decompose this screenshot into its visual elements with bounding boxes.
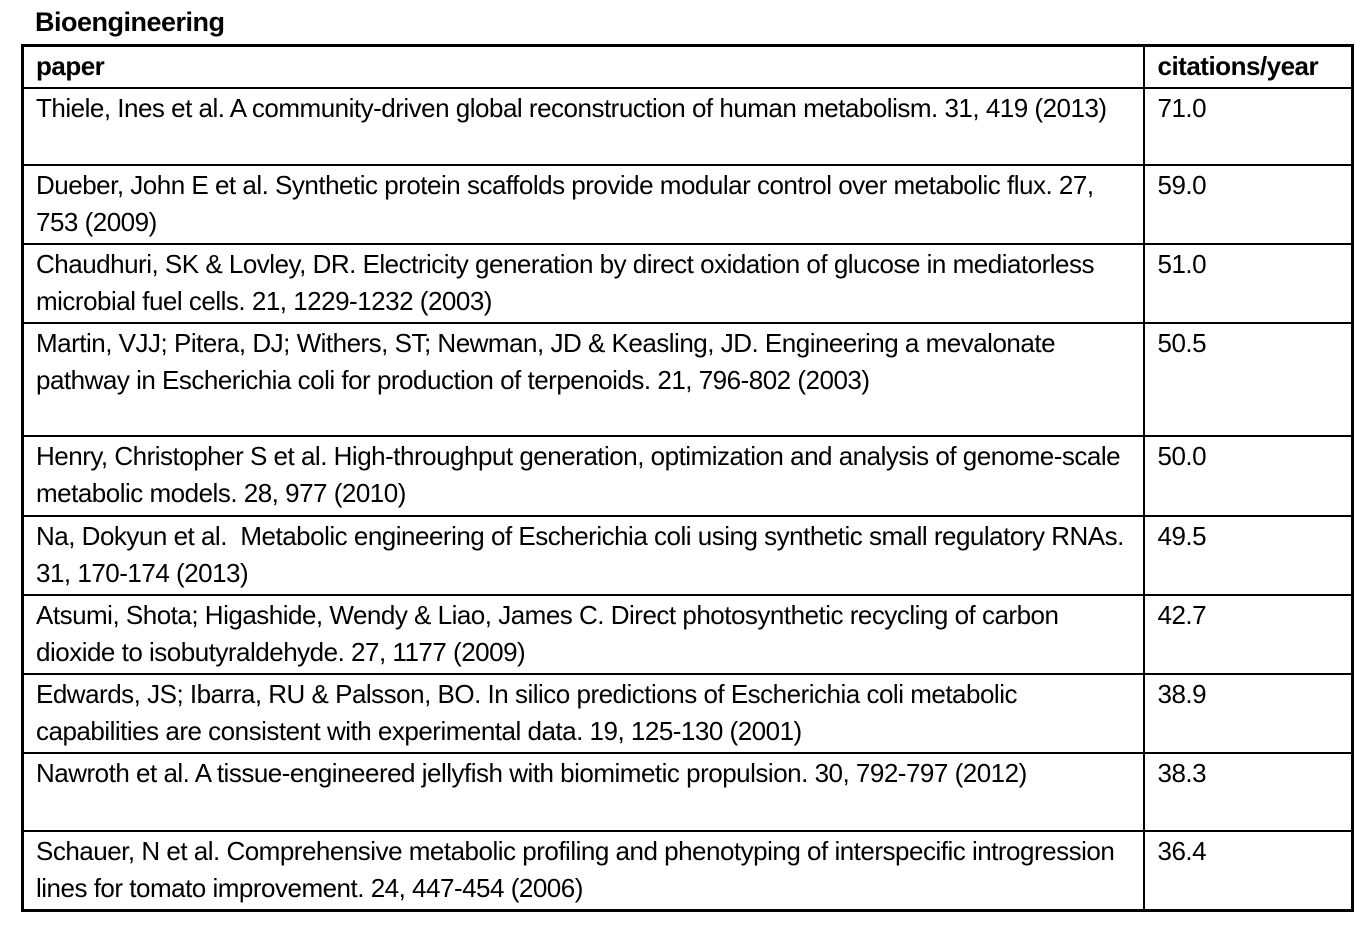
papers-table (21, 44, 1354, 912)
citations-per-year-cell: 50.5 (1144, 323, 1353, 436)
paper-cell: Henry, Christopher S et al. High-throughput generation, optimization and analysis of genome-scale metabolic models. 28, 977 (2010) (23, 436, 1144, 516)
table-row (23, 436, 1353, 516)
column-header-citations-per-year: citations/year (1144, 46, 1353, 89)
citations-per-year-cell: 42.7 (1144, 595, 1353, 674)
paper-cell: Martin, VJJ; Pitera, DJ; Withers, ST; Newman, JD & Keasling, JD. Engineering a mevalonate pathway in Escherichia coli for production of terpenoids. 21, 796-802 (2003) (23, 323, 1144, 436)
paper-cell: Nawroth et al. A tissue-engineered jellyfish with biomimetic propulsion. 30, 792-797 (2012) (23, 753, 1144, 831)
paper-cell: Atsumi, Shota; Higashide, Wendy & Liao, James C. Direct photosynthetic recycling of carbon dioxide to isobutyraldehyde. 27, 1177 (2009) (23, 595, 1144, 674)
table-header-row (23, 46, 1353, 89)
table-row (23, 244, 1353, 323)
section-title: Bioengineering (35, 7, 225, 37)
citations-per-year-cell: 38.3 (1144, 753, 1353, 831)
table-row (23, 595, 1353, 674)
table-row (23, 88, 1353, 165)
table-row (23, 516, 1353, 595)
citations-per-year-cell: 36.4 (1144, 831, 1353, 911)
citations-per-year-cell: 71.0 (1144, 88, 1353, 165)
citations-per-year-cell: 51.0 (1144, 244, 1353, 323)
paper-cell: Thiele, Ines et al. A community-driven global reconstruction of human metabolism. 31, 419 (2013) (23, 88, 1144, 165)
citations-per-year-cell: 38.9 (1144, 674, 1353, 753)
paper-cell: Na, Dokyun et al. Metabolic engineering of Escherichia coli using synthetic small regulatory RNAs. 31, 170-174 (2013) (23, 516, 1144, 595)
paper-cell: Schauer, N et al. Comprehensive metabolic profiling and phenotyping of interspecific introgression lines for tomato improvement. 24, 447-454 (2006) (23, 831, 1144, 911)
paper-cell: Chaudhuri, SK & Lovley, DR. Electricity generation by direct oxidation of glucose in mediatorless microbial fuel cells. 21, 1229-1232 (2003) (23, 244, 1144, 323)
table-row (23, 323, 1353, 436)
table-row (23, 674, 1353, 753)
table-row (23, 753, 1353, 831)
table-row (23, 831, 1353, 911)
citations-per-year-cell: 59.0 (1144, 165, 1353, 244)
paper-cell: Dueber, John E et al. Synthetic protein scaffolds provide modular control over metabolic flux. 27, 753 (2009) (23, 165, 1144, 244)
column-header-paper: paper (23, 46, 1144, 89)
table-body (23, 88, 1353, 911)
citations-per-year-cell: 49.5 (1144, 516, 1353, 595)
citations-per-year-cell: 50.0 (1144, 436, 1353, 516)
paper-cell: Edwards, JS; Ibarra, RU & Palsson, BO. In silico predictions of Escherichia coli metabolic capabilities are consistent with experimental data. 19, 125-130 (2001) (23, 674, 1144, 753)
table-row (23, 165, 1353, 244)
